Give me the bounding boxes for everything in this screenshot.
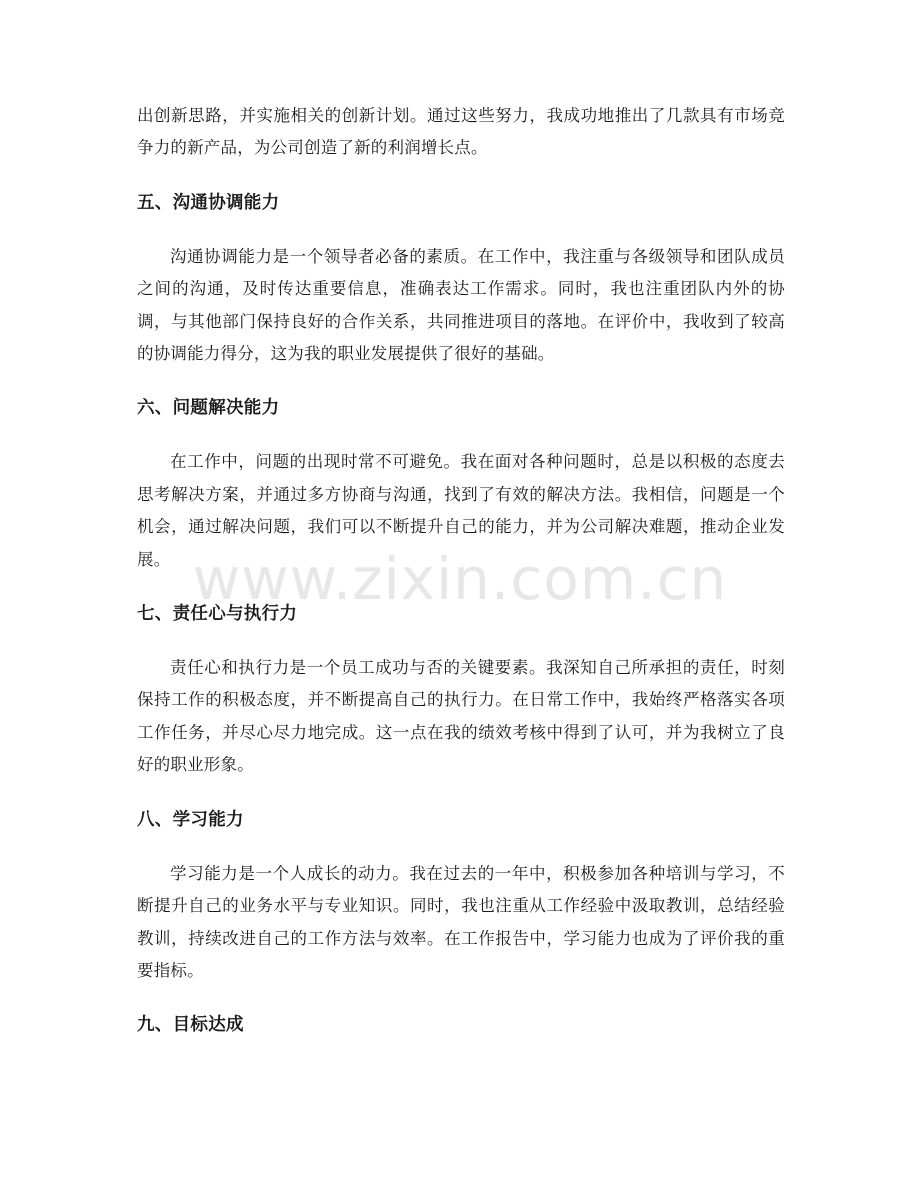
section-heading-5: 五、沟通协调能力 [137, 192, 280, 213]
document-page [137, 100, 785, 1041]
section-heading-7: 七、责任心与执行力 [137, 604, 298, 625]
section-heading-6: 六、问题解决能力 [137, 398, 280, 419]
section-heading-8: 八、学习能力 [137, 809, 244, 830]
watermark-text: www.zixin.com.cn [192, 545, 728, 613]
section-body-7: 责任心和执行力是一个员工成功与否的关键要素。我深知自己所承担的责任，时刻保持工作的积极态度，并不断提高自己的执行力。在日常工作中，我始终严格落实各项工作任务，并尽心尽力地完成。这一点在我的绩效考核中得到了认可，并为我树立了良好的职业形象。 [137, 658, 785, 775]
section-body-8: 学习能力是一个人成长的动力。我在过去的一年中，积极参加各种培训与学习，不断提升自己的业务水平与专业知识。同时，我也注重从工作经验中汲取教训，总结经验教训，持续改进自己的工作方法与效率。在工作报告中，学习能力也成为了评价我的重要指标。 [137, 863, 785, 980]
section-heading-9: 九、目标达成 [137, 1015, 244, 1036]
intro-paragraph: 出创新思路，并实施相关的创新计划。通过这些努力，我成功地推出了几款具有市场竞争力的新产品，为公司创造了新的利润增长点。 [137, 106, 785, 158]
section-body-6: 在工作中，问题的出现时常不可避免。我在面对各种问题时，总是以积极的态度去思考解决方案，并通过多方协商与沟通，找到了有效的解决方法。我相信，问题是一个机会，通过解决问题，我们可以不断提升自己的能力，并为公司解决难题，推动企业发展。 [137, 452, 785, 569]
section-body-5: 沟通协调能力是一个领导者必备的素质。在工作中，我注重与各级领导和团队成员之间的沟通，及时传达重要信息，准确表达工作需求。同时，我也注重团队内外的协调，与其他部门保持良好的合作关系，共同推进项目的落地。在评价中，我收到了较高的协调能力得分，这为我的职业发展提供了很好的基础。 [137, 246, 785, 364]
